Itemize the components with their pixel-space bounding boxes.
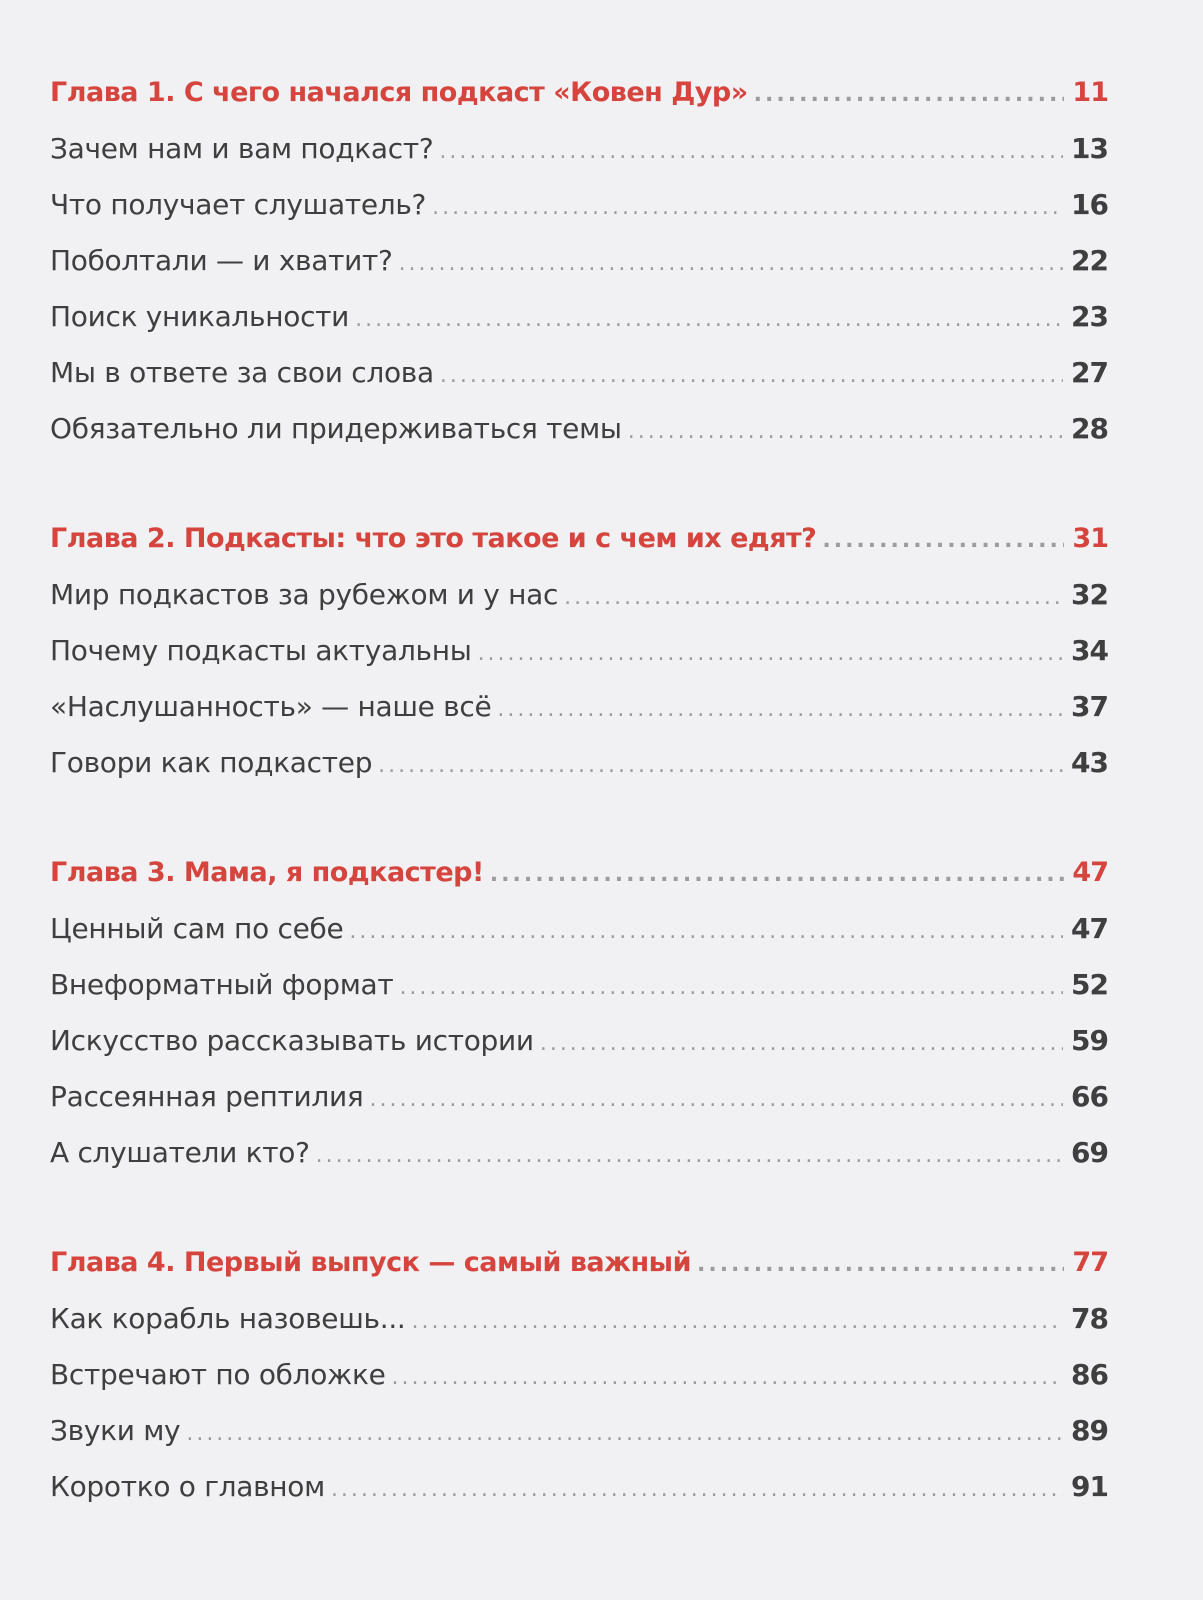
entry-title: Говори как подкастер <box>50 746 373 779</box>
dot-leader <box>564 570 1063 626</box>
page-number: 32 <box>1071 578 1108 611</box>
dot-leader <box>432 180 1063 236</box>
toc-entry[interactable] <box>50 679 1108 735</box>
toc-entry[interactable] <box>50 957 1108 1013</box>
page-number: 89 <box>1071 1414 1108 1447</box>
toc-entry[interactable] <box>50 1125 1108 1181</box>
dot-leader <box>186 1406 1063 1462</box>
entry-title: Внеформатный формат <box>50 968 394 1001</box>
page-number: 37 <box>1071 690 1108 723</box>
dot-leader <box>399 236 1063 292</box>
page-number: 28 <box>1071 412 1108 445</box>
entry-title: Звуки му <box>50 1414 181 1447</box>
entry-title: Мы в ответе за свои слова <box>50 356 434 389</box>
dot-leader <box>316 1128 1063 1184</box>
dot-leader <box>378 738 1063 794</box>
chapter-3 <box>50 845 1108 1181</box>
entry-title: Обязательно ли придерживаться темы <box>50 412 622 445</box>
toc-entry[interactable] <box>50 1013 1108 1069</box>
entry-title: Что получает слушатель? <box>50 188 427 221</box>
page-number: 59 <box>1071 1024 1108 1057</box>
dot-leader <box>697 1237 1064 1293</box>
dot-leader <box>440 348 1063 404</box>
page-number: 43 <box>1071 746 1108 779</box>
chapter-2 <box>50 511 1108 791</box>
toc-entry[interactable] <box>50 1459 1108 1515</box>
page-number: 78 <box>1071 1302 1108 1335</box>
toc-entry[interactable] <box>50 233 1108 289</box>
toc-entry[interactable] <box>50 121 1108 177</box>
dot-leader <box>478 626 1063 682</box>
table-of-contents <box>50 65 1108 1515</box>
chapter-title: Глава 4. Первый выпуск — самый важный <box>50 1247 691 1278</box>
toc-entry[interactable] <box>50 401 1108 457</box>
entry-title: Как корабль назовешь... <box>50 1302 406 1335</box>
entry-title: Почему подкасты актуальны <box>50 634 472 667</box>
page-number: 31 <box>1072 523 1108 554</box>
dot-leader <box>822 513 1064 569</box>
dot-leader <box>754 67 1065 123</box>
page-number: 13 <box>1071 132 1108 165</box>
dot-leader <box>355 292 1063 348</box>
chapter-title: Глава 1. С чего начался подкаст «Ковен Дур» <box>50 77 748 108</box>
toc-entry[interactable] <box>50 1069 1108 1125</box>
toc-entry[interactable] <box>50 623 1108 679</box>
page-number: 11 <box>1072 77 1108 108</box>
dot-leader <box>490 847 1065 903</box>
entry-title: Встречают по обложке <box>50 1358 386 1391</box>
page-number: 23 <box>1071 300 1108 333</box>
dot-leader <box>540 1016 1063 1072</box>
toc-entry[interactable] <box>50 567 1108 623</box>
toc-entry[interactable] <box>50 1347 1108 1403</box>
dot-leader <box>439 124 1063 180</box>
toc-entry[interactable] <box>50 1291 1108 1347</box>
toc-entry[interactable] <box>50 177 1108 233</box>
dot-leader <box>392 1350 1064 1406</box>
entry-title: Рассеянная рептилия <box>50 1080 364 1113</box>
entry-title: Мир подкастов за рубежом и у нас <box>50 578 559 611</box>
entry-title: А слушатели кто? <box>50 1136 310 1169</box>
entry-title: Поболтали — и хватит? <box>50 244 393 277</box>
entry-title: Искусство рассказывать истории <box>50 1024 534 1057</box>
entry-title: «Наслушанность» — наше всё <box>50 690 492 723</box>
page-number: 47 <box>1071 912 1108 945</box>
page-number: 34 <box>1071 634 1108 667</box>
toc-entry[interactable] <box>50 289 1108 345</box>
chapter-heading[interactable] <box>50 65 1108 121</box>
toc-entry[interactable] <box>50 1403 1108 1459</box>
entry-title: Ценный сам по себе <box>50 912 344 945</box>
dot-leader <box>369 1072 1063 1128</box>
chapter-heading[interactable] <box>50 845 1108 901</box>
toc-entry[interactable] <box>50 901 1108 957</box>
chapter-title: Глава 2. Подкасты: что это такое и с чем их едят? <box>50 523 817 554</box>
page-number: 16 <box>1071 188 1108 221</box>
page-number: 91 <box>1071 1470 1108 1503</box>
chapter-heading[interactable] <box>50 511 1108 567</box>
entry-title: Зачем нам и вам подкаст? <box>50 132 434 165</box>
page-number: 27 <box>1071 356 1108 389</box>
dot-leader <box>349 904 1063 960</box>
page-number: 52 <box>1071 968 1108 1001</box>
chapter-4 <box>50 1235 1108 1515</box>
toc-entry[interactable] <box>50 345 1108 401</box>
entry-title: Поиск уникальности <box>50 300 350 333</box>
page-number: 22 <box>1071 244 1108 277</box>
dot-leader <box>399 960 1063 1016</box>
chapter-1 <box>50 65 1108 457</box>
dot-leader <box>628 404 1063 460</box>
dot-leader <box>331 1462 1063 1518</box>
page-number: 66 <box>1071 1080 1108 1113</box>
dot-leader <box>412 1294 1064 1350</box>
entry-title: Коротко о главном <box>50 1470 325 1503</box>
page-number: 69 <box>1071 1136 1108 1169</box>
toc-entry[interactable] <box>50 735 1108 791</box>
chapter-heading[interactable] <box>50 1235 1108 1291</box>
dot-leader <box>497 682 1063 738</box>
page-number: 77 <box>1072 1247 1108 1278</box>
page-number: 86 <box>1071 1358 1108 1391</box>
chapter-title: Глава 3. Мама, я подкастер! <box>50 857 484 888</box>
page-number: 47 <box>1072 857 1108 888</box>
